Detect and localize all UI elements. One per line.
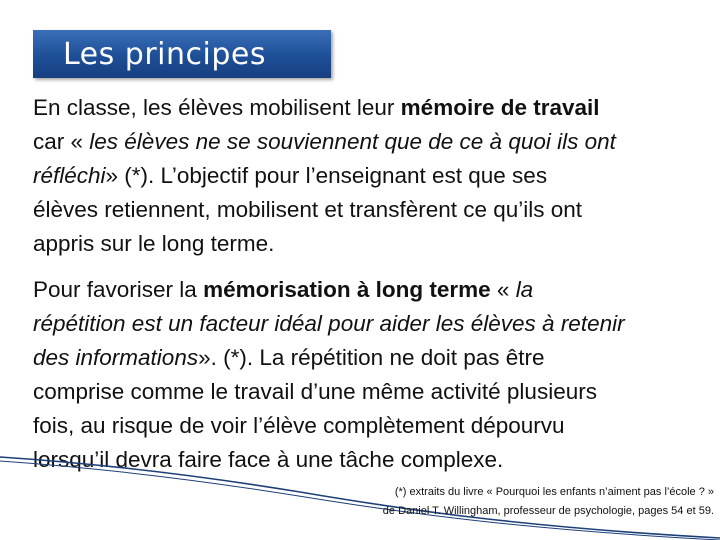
footnote-line-2: de Daniel T. Willingham, professeur de psychologie, pages 54 et 59. xyxy=(382,505,714,517)
p1-line-2 xyxy=(33,125,616,159)
p2-line-6: lorsqu’il devra faire face à une tâche complexe. xyxy=(33,447,504,472)
p1-text: » (*). L’objectif pour l’enseignant est que ses xyxy=(105,163,548,188)
p1-quote: réfléchi xyxy=(33,163,106,188)
paragraph-long-term-memory xyxy=(33,273,625,477)
p2-text: Pour favoriser la xyxy=(33,277,204,302)
p2-quote: répétition est un facteur idéal pour aider les élèves à retenir xyxy=(33,311,625,336)
p2-line-2 xyxy=(33,307,625,341)
p2-text: « xyxy=(490,277,516,302)
p2-quote: la xyxy=(515,277,534,302)
paragraph-working-memory xyxy=(33,91,616,261)
p2-line-1 xyxy=(33,273,625,307)
p1-bold-working-memory: mémoire de travail xyxy=(400,95,600,120)
p1-text: En classe, les élèves mobilisent leur xyxy=(33,95,401,120)
p2-quote: des informations xyxy=(33,345,199,370)
p1-line-4: élèves retiennent, mobilisent et transfèrent ce qu’ils ont xyxy=(33,197,583,222)
p2-line-5: fois, au risque de voir l’élève complètement dépourvu xyxy=(33,413,565,438)
slide-title: Les principes xyxy=(63,36,266,72)
title-banner xyxy=(33,30,331,78)
p1-quote: les élèves ne se souviennent que de ce à quoi ils ont xyxy=(89,129,616,154)
footnote-line-1: (*) extraits du livre « Pourquoi les enfants n’aiment pas l’école ? » xyxy=(394,486,714,498)
p1-line-5: appris sur le long terme. xyxy=(33,231,275,256)
p2-line-3 xyxy=(33,341,625,375)
p2-bold-long-term: mémorisation à long terme xyxy=(203,277,491,302)
p1-line-3 xyxy=(33,159,616,193)
p2-text: ». (*). La répétition ne doit pas être xyxy=(198,345,545,370)
p1-text: car « xyxy=(33,129,90,154)
footnote xyxy=(383,483,714,521)
p1-line-1 xyxy=(33,91,616,125)
p2-line-4: comprise comme le travail d’une même activité plusieurs xyxy=(33,379,597,404)
